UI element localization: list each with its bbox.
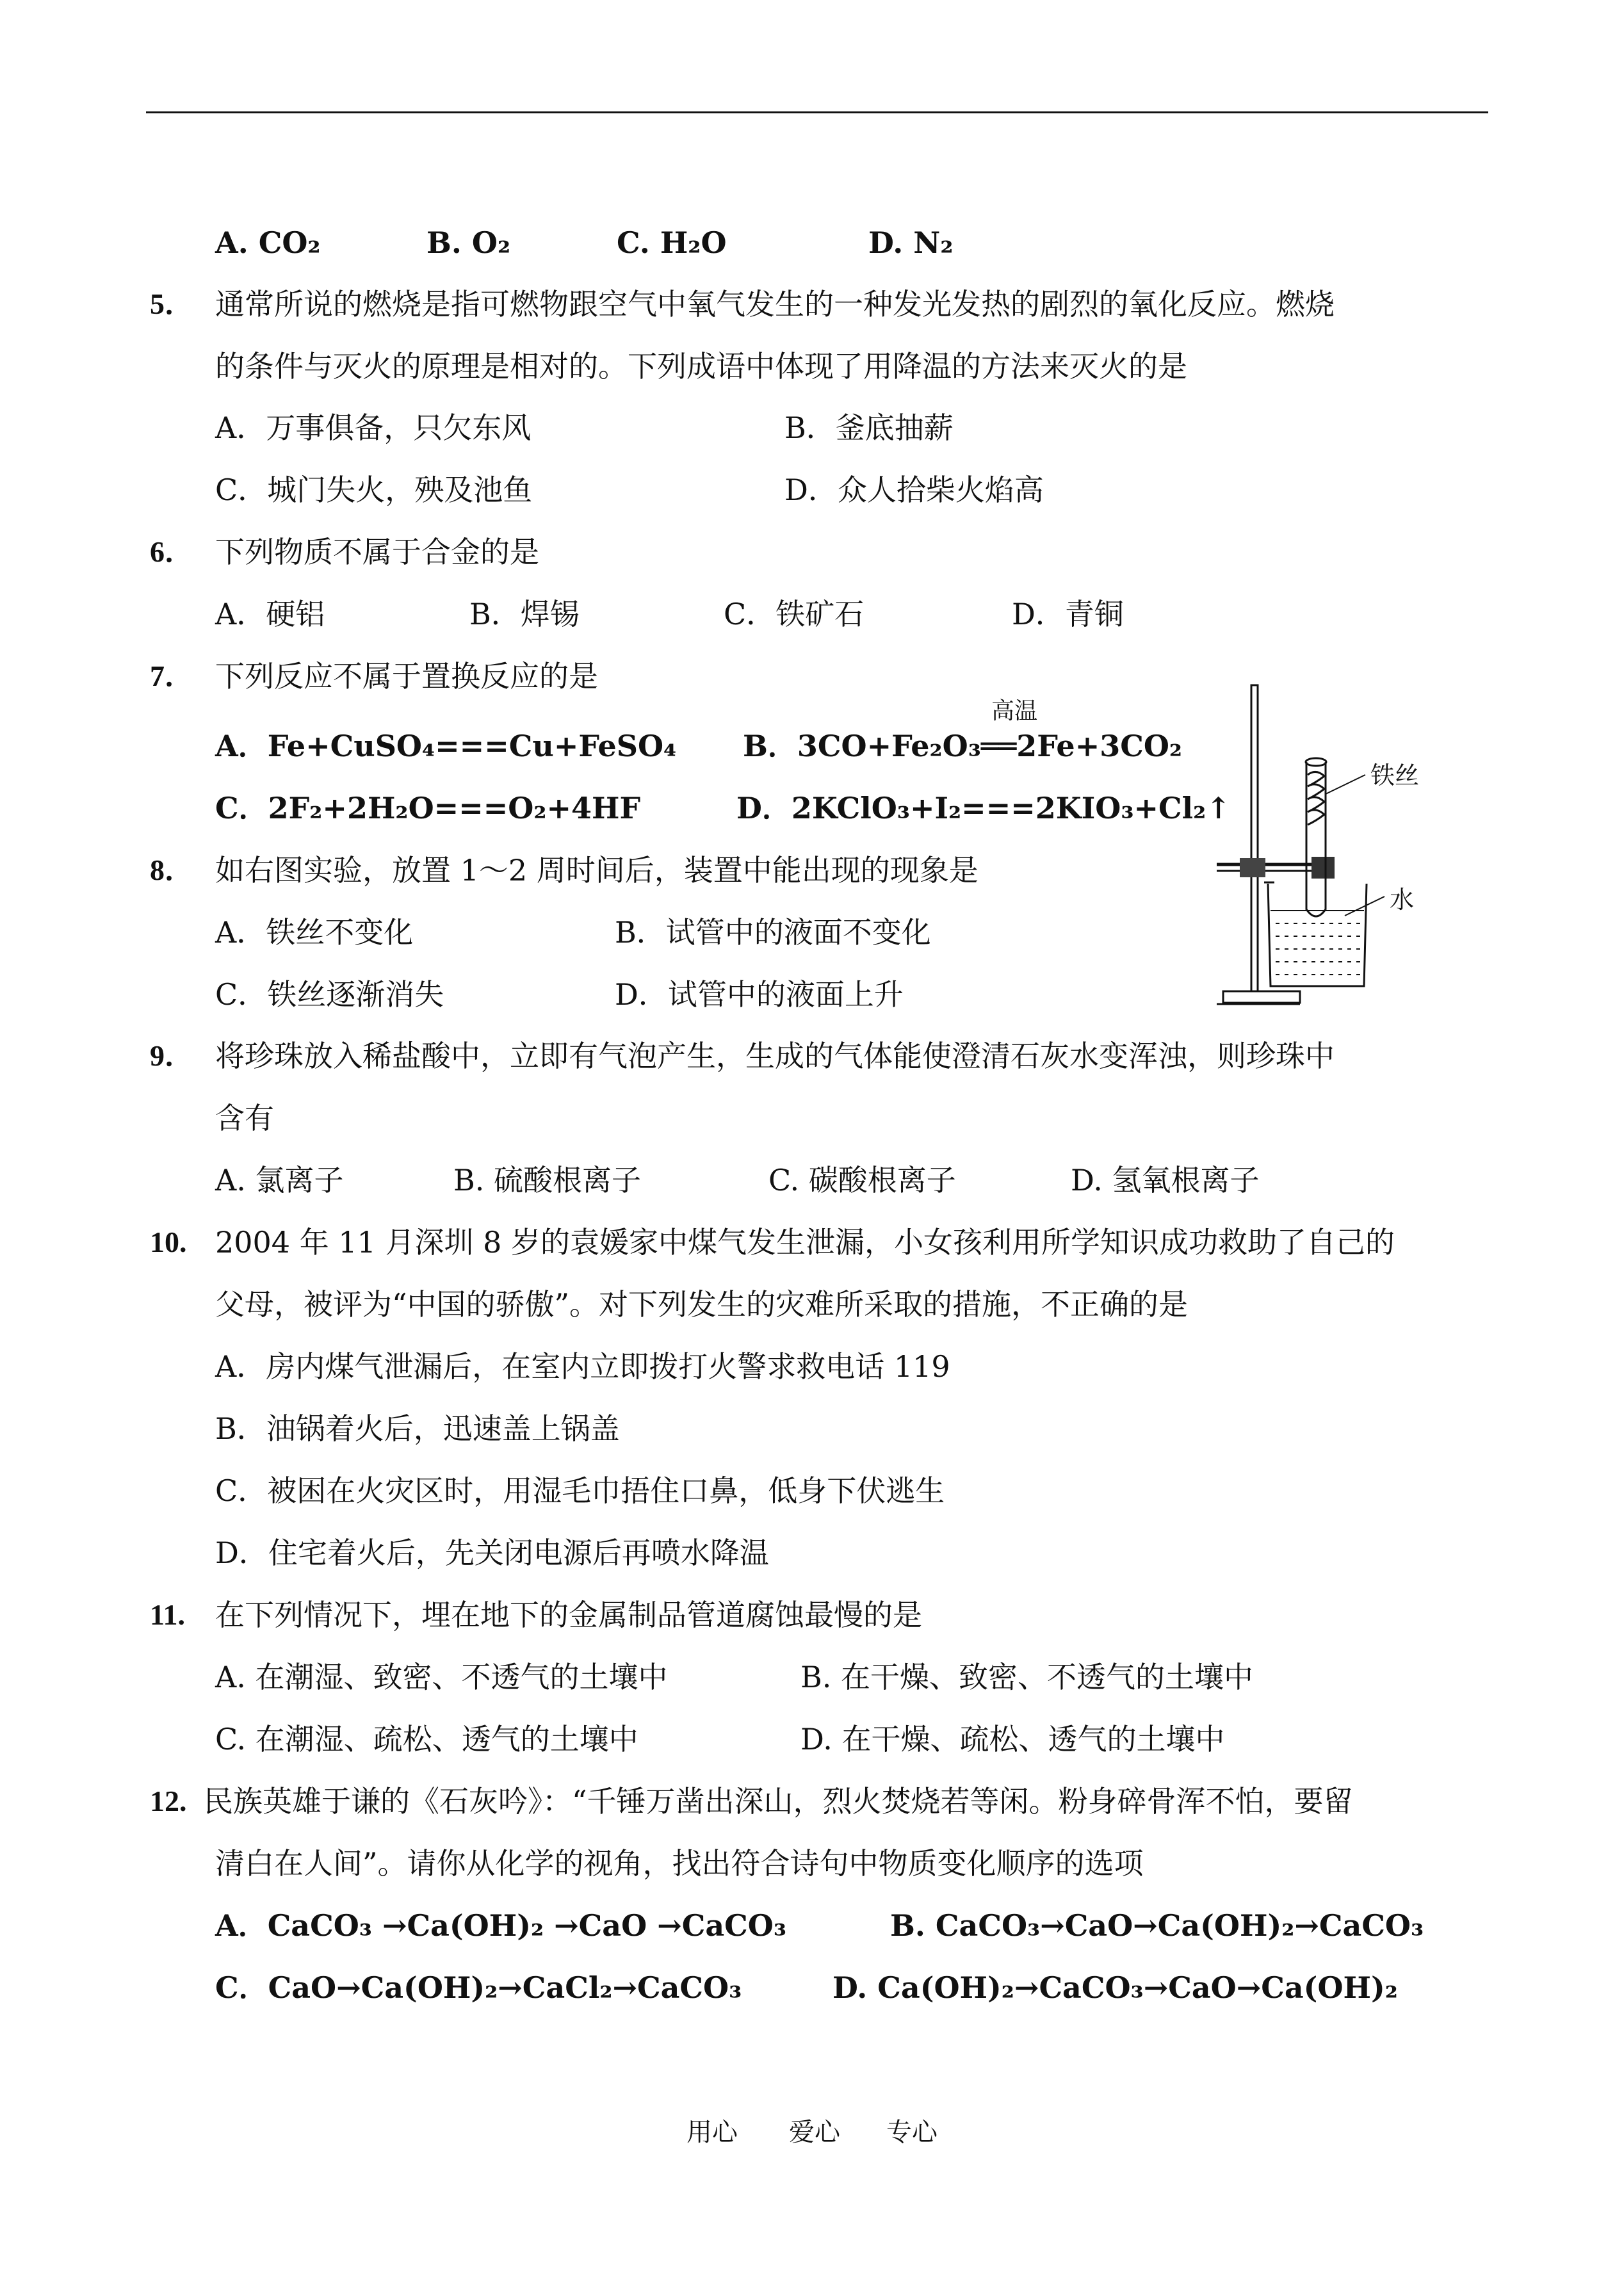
option: C．城门失火，殃及池鱼 xyxy=(215,473,533,507)
question-10-option-b xyxy=(0,1406,1537,1451)
question-5-options-row-2 xyxy=(0,467,1537,512)
question-9-options xyxy=(0,1158,1537,1203)
question-12-options-row-2 xyxy=(0,1965,1537,2010)
option: A．CaCO₃ →Ca(OH)₂ →CaO →CaCO₃ xyxy=(215,1908,786,1943)
question-12-line-2 xyxy=(0,1841,1537,1886)
q4-options xyxy=(0,220,1537,265)
condition-label: 高温 xyxy=(991,698,1038,724)
option: C. 在潮湿、疏松、透气的土壤中 xyxy=(215,1722,638,1756)
question-6-line-1 xyxy=(0,530,1537,574)
question-11-options-row-2 xyxy=(0,1717,1537,1762)
question-text: 含有 xyxy=(215,1101,274,1135)
option: D. 氢氧根离子 xyxy=(1071,1163,1260,1197)
question-11-options-row-1 xyxy=(0,1655,1537,1699)
option: D. 在干燥、疏松、透气的土壤中 xyxy=(800,1722,1225,1756)
option: D．住宅着火后，先关闭电源后再喷水降温 xyxy=(215,1536,769,1570)
option: B. 在干燥、致密、不透气的土壤中 xyxy=(800,1660,1254,1694)
header-rule xyxy=(146,111,1488,113)
question-number: 5． xyxy=(150,288,194,320)
option: A．硬铝 xyxy=(215,597,325,631)
option: A．万事俱备，只欠东风 xyxy=(215,410,532,445)
option: C．铁丝逐渐消失 xyxy=(215,977,444,1012)
option: B. CaCO₃→CaO→Ca(OH)₂→CaCO₃ xyxy=(890,1908,1424,1943)
question-number: 8． xyxy=(150,854,194,886)
question-text: 通常所说的燃烧是指可燃物跟空气中氧气发生的一种发光发热的剧烈的氧化反应。燃烧 xyxy=(215,287,1335,321)
page-footer xyxy=(0,2113,1624,2152)
option: A．铁丝不变化 xyxy=(215,915,414,950)
option: A．Fe+CuSO₄===Cu+FeSO₄ xyxy=(215,729,677,763)
question-6-options xyxy=(0,592,1537,637)
option: D．青铜 xyxy=(1012,597,1124,631)
option: D．2KClO₃+I₂===2KIO₃+Cl₂↑ xyxy=(736,791,1231,825)
option: B．油锅着火后，迅速盖上锅盖 xyxy=(215,1411,620,1446)
question-text: 民族英雄于谦的《石灰吟》：“千锤万凿出深山，烈火焚烧若等闲。粉身碎骨浑不怕，要留 xyxy=(204,1784,1353,1819)
question-10-option-c xyxy=(0,1468,1537,1513)
question-number: 11. xyxy=(150,1598,185,1631)
question-number: 6． xyxy=(150,535,194,568)
option: D．众人拾柴火焰高 xyxy=(784,473,1044,507)
question-text: 下列物质不属于合金的是 xyxy=(215,535,539,569)
option: C. 碳酸根离子 xyxy=(768,1163,956,1197)
question-text: 清白在人间”。请你从化学的视角，找出符合诗句中物质变化顺序的选项 xyxy=(215,1846,1144,1881)
question-10-line-2 xyxy=(0,1282,1537,1327)
iron-wire-apparatus-diagram xyxy=(1217,679,1447,1012)
option: B．试管中的液面不变化 xyxy=(615,915,931,950)
question-text: 下列反应不属于置换反应的是 xyxy=(215,659,598,693)
question-12-line-1 xyxy=(0,1779,1537,1824)
option: C．铁矿石 xyxy=(724,597,865,631)
question-number: 10. xyxy=(150,1226,187,1258)
footer-word: 用心 xyxy=(686,2118,738,2147)
question-text: 父母，被评为“中国的骄傲”。对下列发生的灾难所采取的措施，不正确的是 xyxy=(215,1287,1189,1322)
question-10-option-d xyxy=(0,1530,1537,1575)
question-text: 将珍珠放入稀盐酸中，立即有气泡产生，生成的气体能使澄清石灰水变浑浊，则珍珠中 xyxy=(215,1039,1335,1073)
question-text: 如右图实验，放置 1～2 周时间后，装置中能出现的现象是 xyxy=(215,853,978,888)
footer-word: 爱心 xyxy=(789,2118,840,2147)
wire-label: 铁丝 xyxy=(1370,761,1420,790)
option: C．CaO→Ca(OH)₂→CaCl₂→CaCO₃ xyxy=(215,1970,742,2005)
option: A．房内煤气泄漏后，在室内立即拨打火警求救电话 119 xyxy=(215,1349,950,1384)
question-12-options-row-1 xyxy=(0,1903,1537,1948)
question-text: 2004 年 11 月深圳 8 岁的袁媛家中煤气发生泄漏，小女孩利用所学知识成功救助了自己的 xyxy=(215,1225,1395,1260)
water-label: 水 xyxy=(1390,886,1415,914)
option: C. H₂O xyxy=(617,225,727,260)
question-number: 9． xyxy=(150,1039,194,1072)
option: A. 氯离子 xyxy=(215,1163,344,1197)
footer-word: 专心 xyxy=(886,2118,938,2147)
option: B．焊锡 xyxy=(469,597,580,631)
option: D. Ca(OH)₂→CaCO₃→CaO→Ca(OH)₂ xyxy=(832,1970,1398,2005)
option: A. 在潮湿、致密、不透气的土壤中 xyxy=(215,1660,668,1694)
experiment-figure xyxy=(1217,679,1447,1012)
question-text: 的条件与灭火的原理是相对的。下列成语中体现了用降温的方法来灭火的是 xyxy=(215,349,1187,384)
question-9-line-2 xyxy=(0,1096,1537,1140)
option: C．2F₂+2H₂O===O₂+4HF xyxy=(215,791,641,825)
option: B．3CO+Fe₂O₃══2Fe+3CO₂ xyxy=(743,729,1183,763)
option: C．被困在火灾区时，用湿毛巾捂住口鼻，低身下伏逃生 xyxy=(215,1473,945,1508)
option: D. N₂ xyxy=(868,225,954,260)
question-5-line-1 xyxy=(0,282,1537,327)
question-text: 在下列情况下，埋在地下的金属制品管道腐蚀最慢的是 xyxy=(215,1598,922,1632)
question-9-line-1 xyxy=(0,1034,1537,1078)
question-11-line-1 xyxy=(0,1593,1537,1637)
option: B．釜底抽薪 xyxy=(784,410,954,445)
question-number: 7． xyxy=(150,660,194,692)
option: A. CO₂ xyxy=(215,225,321,260)
question-5-line-2 xyxy=(0,344,1537,389)
question-number: 12. xyxy=(150,1785,187,1817)
question-5-options-row-1 xyxy=(0,405,1537,450)
option: B. O₂ xyxy=(426,225,511,260)
question-10-option-a xyxy=(0,1344,1537,1389)
question-10-line-1 xyxy=(0,1220,1537,1265)
option: D．试管中的液面上升 xyxy=(615,977,904,1012)
option: B. 硫酸根离子 xyxy=(453,1163,642,1197)
